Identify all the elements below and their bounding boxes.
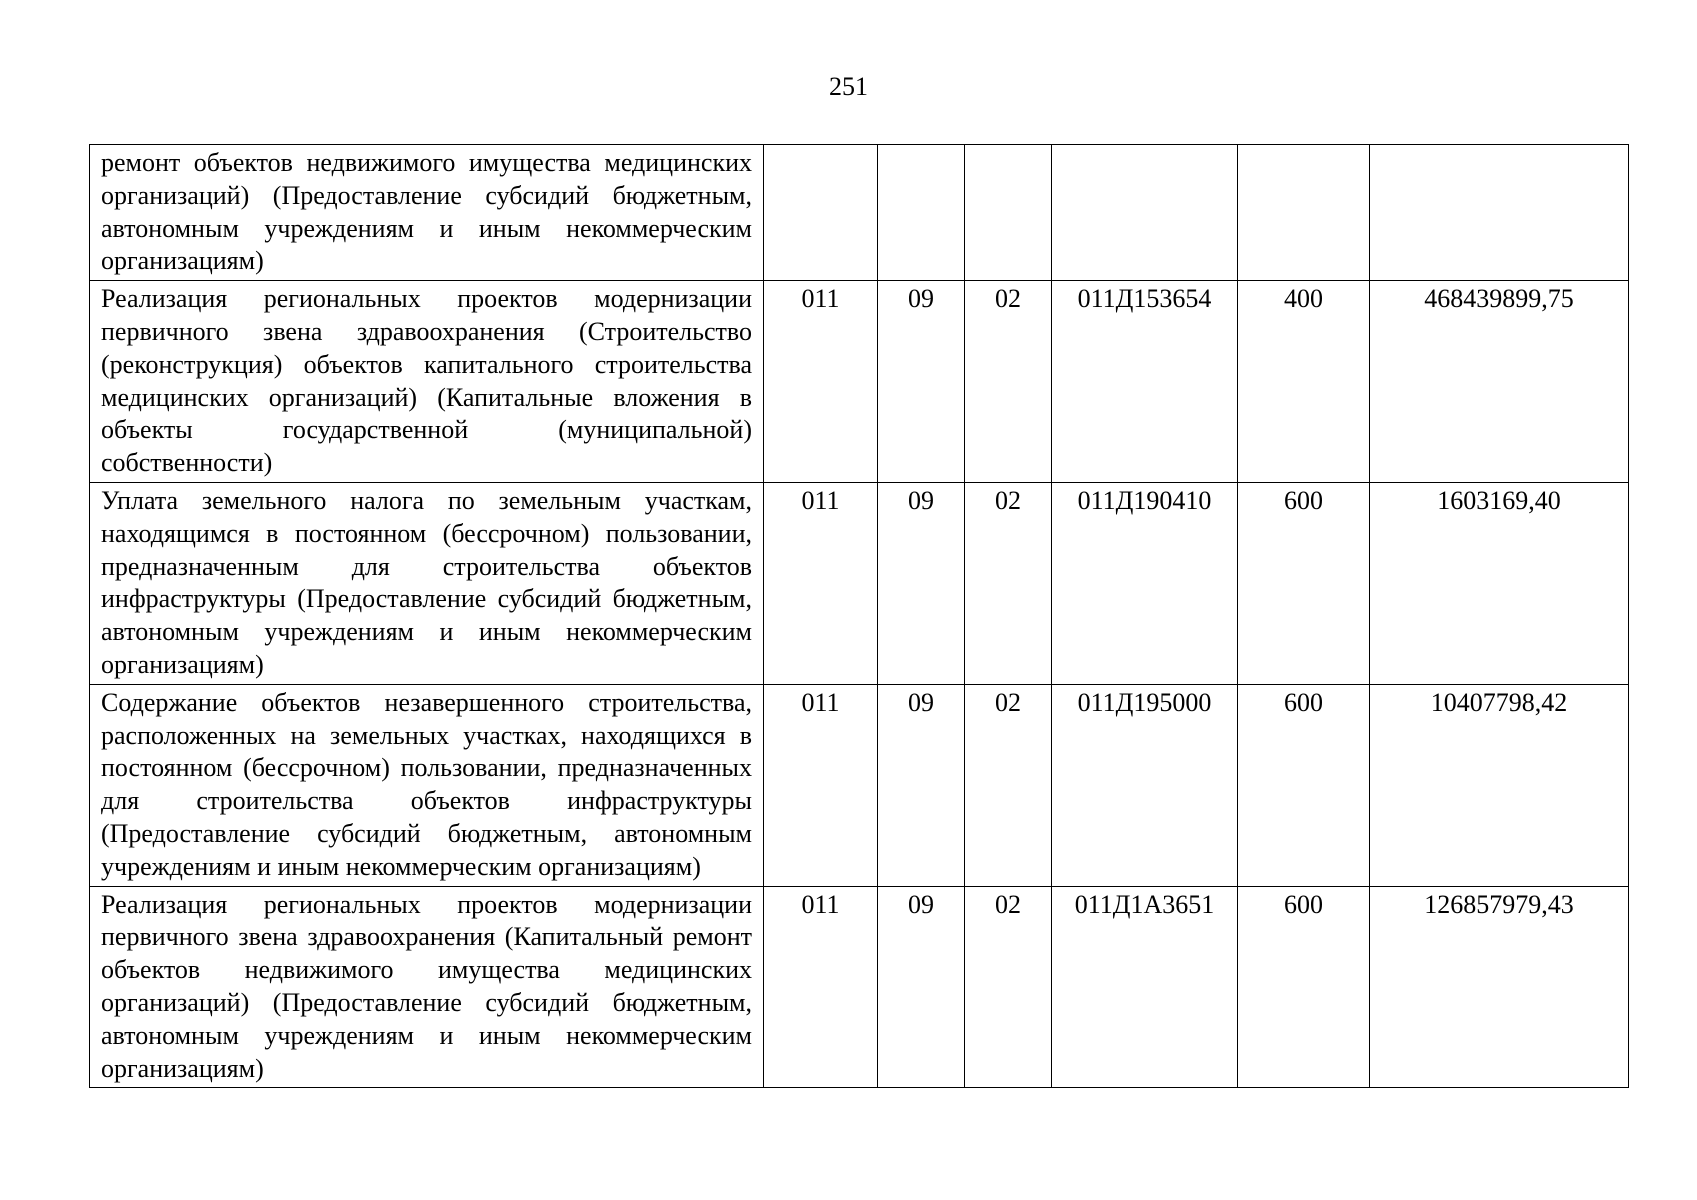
table-row bbox=[90, 886, 1629, 1088]
amount-cell: 468439899,75 bbox=[1370, 281, 1629, 483]
section-code-cell bbox=[878, 145, 965, 281]
expense-type-cell bbox=[1238, 145, 1370, 281]
table-row bbox=[90, 145, 1629, 281]
subsection-code-cell: 02 bbox=[965, 684, 1052, 886]
expense-type-cell: 600 bbox=[1238, 482, 1370, 684]
subsection-code-cell: 02 bbox=[965, 886, 1052, 1088]
target-article-cell bbox=[1052, 145, 1238, 281]
target-article-cell: 011Д195000 bbox=[1052, 684, 1238, 886]
target-article-cell: 011Д1А3651 bbox=[1052, 886, 1238, 1088]
section-code-cell: 09 bbox=[878, 482, 965, 684]
section-code-cell: 09 bbox=[878, 281, 965, 483]
budget-table bbox=[89, 144, 1629, 1088]
amount-cell: 1603169,40 bbox=[1370, 482, 1629, 684]
expense-type-cell: 600 bbox=[1238, 684, 1370, 886]
table-row bbox=[90, 482, 1629, 684]
ministry-code-cell bbox=[764, 145, 878, 281]
expense-type-cell: 600 bbox=[1238, 886, 1370, 1088]
row-description: Реализация региональных проектов модернизации первичного звена здравоохранения (Капитальный ремонт объектов недвижимого имущества медицинских организаций) (Предоставление субсидий бюджетным, автономным учреждениям и иным некоммерческим организациям) bbox=[90, 886, 764, 1088]
ministry-code-cell: 011 bbox=[764, 281, 878, 483]
ministry-code-cell: 011 bbox=[764, 684, 878, 886]
table-row bbox=[90, 281, 1629, 483]
section-code-cell: 09 bbox=[878, 886, 965, 1088]
expense-type-cell: 400 bbox=[1238, 281, 1370, 483]
subsection-code-cell: 02 bbox=[965, 281, 1052, 483]
ministry-code-cell: 011 bbox=[764, 482, 878, 684]
row-description: Уплата земельного налога по земельным участкам, находящимся в постоянном (бессрочном) пользовании, предназначенным для строительства объектов инфраструктуры (Предоставление субсидий бюджетным, автономным учреждениям и иным некоммерческим организациям) bbox=[90, 482, 764, 684]
section-code-cell: 09 bbox=[878, 684, 965, 886]
row-description: ремонт объектов недвижимого имущества медицинских организаций) (Предоставление субсидий бюджетным, автономным учреждениям и иным некоммерческим организациям) bbox=[90, 145, 764, 281]
subsection-code-cell: 02 bbox=[965, 482, 1052, 684]
page-number: 251 bbox=[829, 72, 868, 101]
target-article-cell: 011Д153654 bbox=[1052, 281, 1238, 483]
amount-cell bbox=[1370, 145, 1629, 281]
amount-cell: 10407798,42 bbox=[1370, 684, 1629, 886]
amount-cell: 126857979,43 bbox=[1370, 886, 1629, 1088]
row-description: Содержание объектов незавершенного строительства, расположенных на земельных участках, находящихся в постоянном (бессрочном) пользовании, предназначенных для строительства объектов инфраструктуры (Предоставление субсидий бюджетным, автономным учреждениям и иным некоммерческим организациям) bbox=[90, 684, 764, 886]
subsection-code-cell bbox=[965, 145, 1052, 281]
table-row bbox=[90, 684, 1629, 886]
target-article-cell: 011Д190410 bbox=[1052, 482, 1238, 684]
row-description: Реализация региональных проектов модернизации первичного звена здравоохранения (Строительство (реконструкция) объектов капитального строительства медицинских организаций) (Капитальные вложения в объекты государственной (муниципальной) собственности) bbox=[90, 281, 764, 483]
ministry-code-cell: 011 bbox=[764, 886, 878, 1088]
